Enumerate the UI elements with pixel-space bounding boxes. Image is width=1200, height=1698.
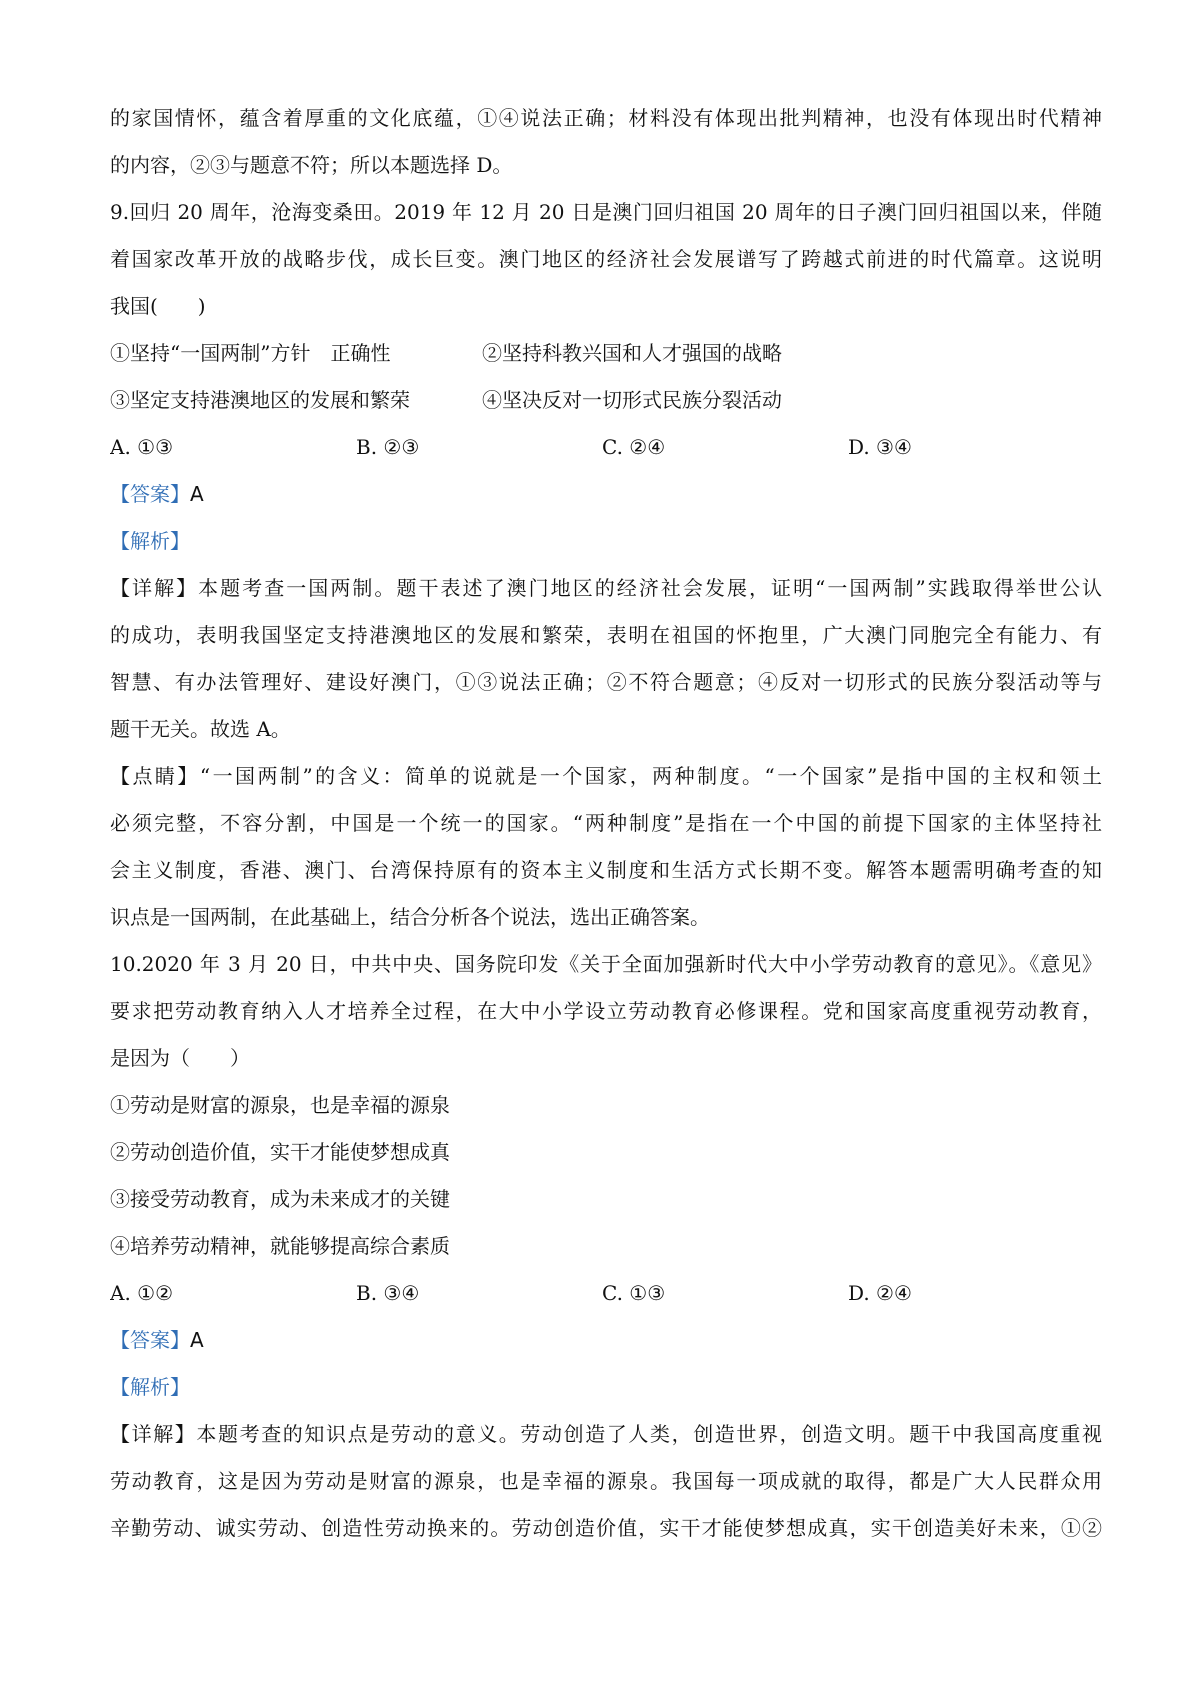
document-page [110,95,1102,1552]
answer-tag: 【答案】 [110,482,190,506]
question-stem-line: 要求把劳动教育纳入人才培养全过程，在大中小学设立劳动教育必修课程。党和国家高度重视劳动教育， [110,999,1102,1023]
option-a: A. ①③ [110,435,174,459]
question-stem-line: 10.2020 年 3 月 20 日，中共中央、国务院印发《关于全面加强新时代大中小学劳动教育的意见》。《意见》 [110,952,1102,976]
detail-line: 的成功，表明我国坚定支持港澳地区的发展和繁荣，表明在祖国的怀抱里，广大澳门同胞完全有能力、有 [110,623,1102,647]
statement: ④坚决反对一切形式民族分裂活动 [482,388,782,412]
answer-value: A [190,482,204,506]
statement: ②坚持科教兴国和人才强国的战略 [482,341,782,365]
statement-row [110,377,1102,424]
option-a: A. ①② [110,1281,174,1305]
analysis-tag: 【解析】 [110,1375,190,1399]
detail-line: 智慧、有办法管理好、建设好澳门，①③说法正确；②不符合题意；④反对一切形式的民族分裂活动等与 [110,670,1102,694]
statement: ②劳动创造价值，实干才能使梦想成真 [110,1140,450,1164]
option-d: D. ③④ [848,435,912,459]
analysis-line [110,1364,1102,1411]
option-d: D. ②④ [848,1281,912,1305]
detail-line: 题干无关。故选 A。 [110,717,291,741]
answer-value: A [190,1328,204,1352]
text-line: 的家国情怀，蕴含着厚重的文化底蕴，①④说法正确；材料没有体现出批判精神，也没有体现出时代精神 [110,106,1102,130]
statement: ①坚持“一国两制”方针 正确性 [110,341,391,365]
answer-tag: 【答案】 [110,1328,190,1352]
answer-options [110,1270,1102,1317]
question-10 [110,941,1102,1552]
option-c: C. ②④ [602,435,666,459]
question-stem-line: 我国( ) [110,294,206,318]
analysis-line [110,518,1102,565]
detail-line: 辛勤劳动、诚实劳动、创造性劳动换来的。劳动创造价值，实干才能使梦想成真，实干创造美好未来，①② [110,1516,1102,1540]
answer-options [110,424,1102,471]
comment-line: 【点睛】“一国两制”的含义：简单的说就是一个国家，两种制度。“一个国家”是指中国的主权和领土 [110,764,1102,788]
detail-line: 【详解】本题考查一国两制。题干表述了澳门地区的经济社会发展，证明“一国两制”实践取得举世公认 [110,576,1102,600]
comment-line: 必须完整，不容分割，中国是一个统一的国家。“两种制度”是指在一个中国的前提下国家的主体坚持社 [110,811,1102,835]
statement: ③坚定支持港澳地区的发展和繁荣 [110,388,410,412]
answer-line [110,471,1102,518]
option-b: B. ②③ [356,435,420,459]
detail-line: 劳动教育，这是因为劳动是财富的源泉，也是幸福的源泉。我国每一项成就的取得，都是广大人民群众用 [110,1469,1102,1493]
option-c: C. ①③ [602,1281,666,1305]
text-line: 的内容，②③与题意不符；所以本题选择 D。 [110,153,513,177]
question-stem-line: 是因为（ ） [110,1046,250,1070]
statement: ①劳动是财富的源泉，也是幸福的源泉 [110,1093,450,1117]
answer-line [110,1317,1102,1364]
comment-line: 识点是一国两制，在此基础上，结合分析各个说法，选出正确答案。 [110,905,710,929]
question-stem-line: 9.回归 20 周年，沧海变桑田。2019 年 12 月 20 日是澳门回归祖国 20 周年的日子澳门回归祖国以来，伴随 [110,200,1102,224]
statement: ④培养劳动精神，就能够提高综合素质 [110,1234,450,1258]
question-stem-line: 着国家改革开放的战略步伐，成长巨变。澳门地区的经济社会发展谱写了跨越式前进的时代篇章。这说明 [110,247,1102,271]
detail-line: 【详解】本题考查的知识点是劳动的意义。劳动创造了人类，创造世界，创造文明。题干中我国高度重视 [110,1422,1102,1446]
comment-line: 会主义制度，香港、澳门、台湾保持原有的资本主义制度和生活方式长期不变。解答本题需明确考查的知 [110,858,1102,882]
option-b: B. ③④ [356,1281,420,1305]
statement-row [110,330,1102,377]
analysis-tag: 【解析】 [110,529,190,553]
question-9 [110,189,1102,941]
statement: ③接受劳动教育，成为未来成才的关键 [110,1187,450,1211]
